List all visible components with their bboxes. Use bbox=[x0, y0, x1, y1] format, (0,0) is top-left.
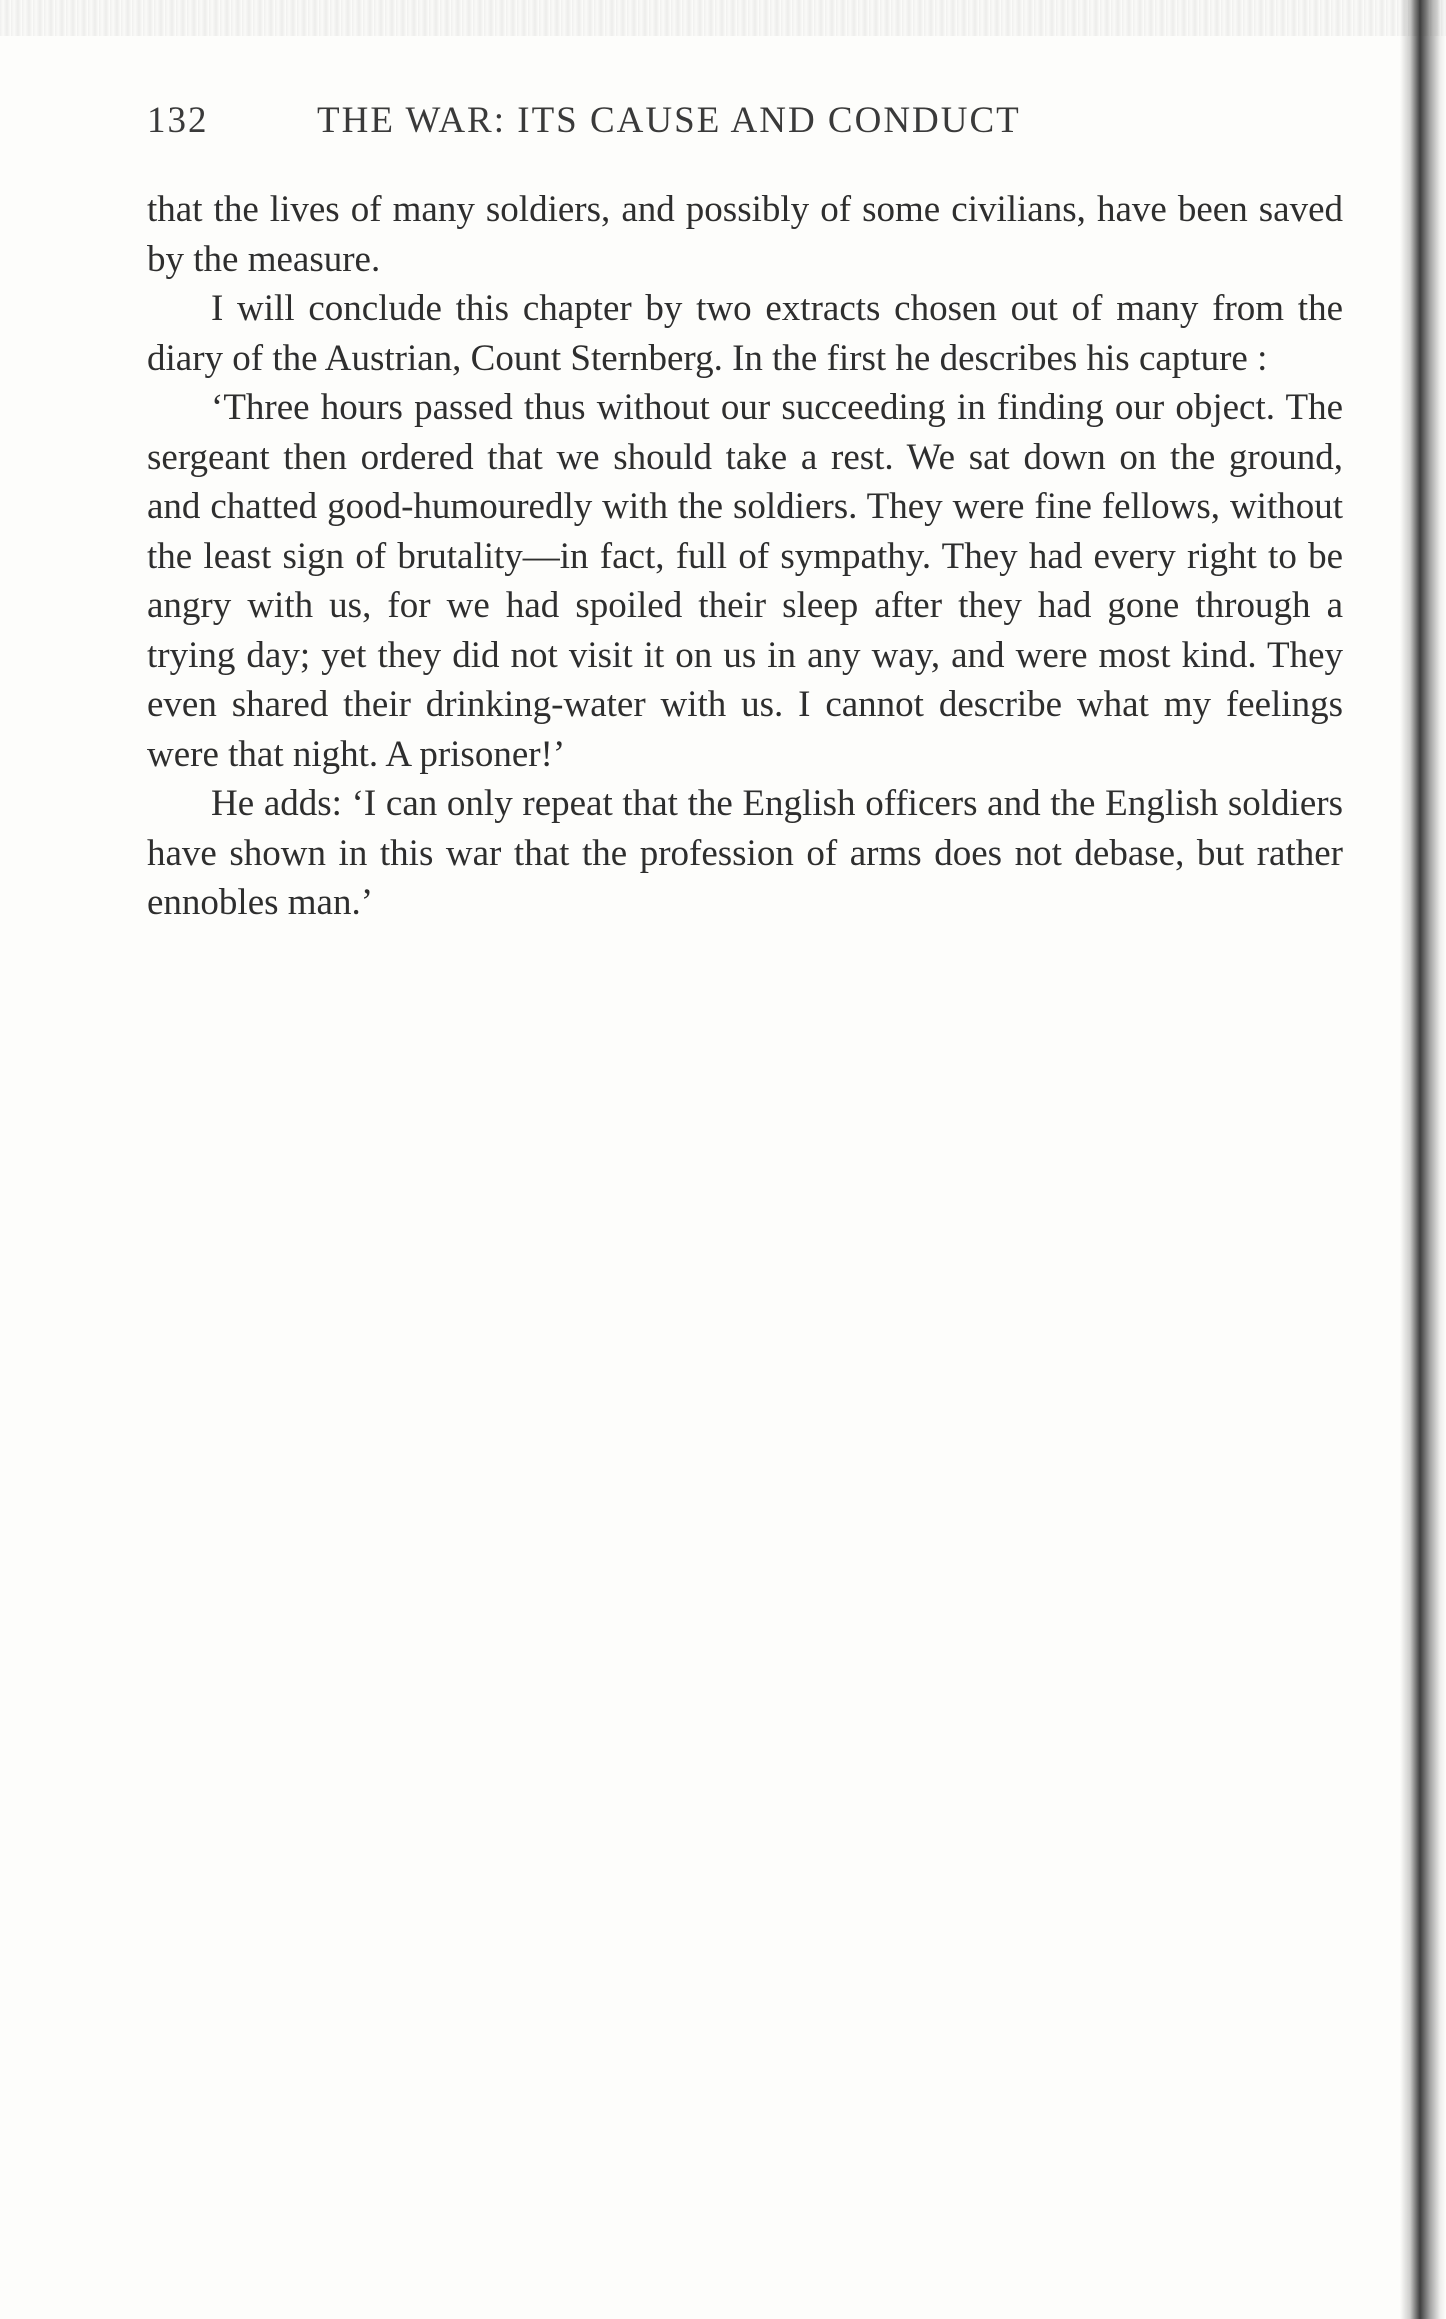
binding-edge bbox=[1400, 0, 1446, 2319]
paragraph-quote-adds: He adds: ‘I can only repeat that the English officers and the English soldiers have shown in this war that the profession of arms does not debase, but rather ennobles man.’ bbox=[147, 783, 1343, 923]
running-title: THE WAR: ITS CAUSE AND CONDUCT bbox=[317, 100, 1021, 141]
page-number: 132 bbox=[147, 100, 209, 141]
running-header bbox=[147, 96, 1167, 146]
scan-top-edge bbox=[0, 0, 1446, 36]
paragraph-intro: I will conclude this chapter by two extracts chosen out of many from the diary of the Austrian, Count Sternberg. In the first he describes his capture : bbox=[147, 288, 1343, 379]
paragraph-quote-capture: ‘Three hours passed thus without our succeeding in finding our object. The sergeant then ordered that we should take a rest. We sat down on the ground, and chatted good-humouredly with the soldiers. They were fine fellows, without the least sign of brutality—in fact, full of sympathy. They had every right to be angry with us, for we had spoiled their sleep after they had gone through a trying day; yet they did not visit it on us in any way, and were most kind. They even shared their drinking-water with us. I cannot describe what my feelings were that night. A prisoner!’ bbox=[147, 387, 1343, 775]
paragraph-continuation: that the lives of many soldiers, and possibly of some civilians, have been saved by the measure. bbox=[147, 189, 1343, 280]
body-text bbox=[147, 185, 1343, 928]
